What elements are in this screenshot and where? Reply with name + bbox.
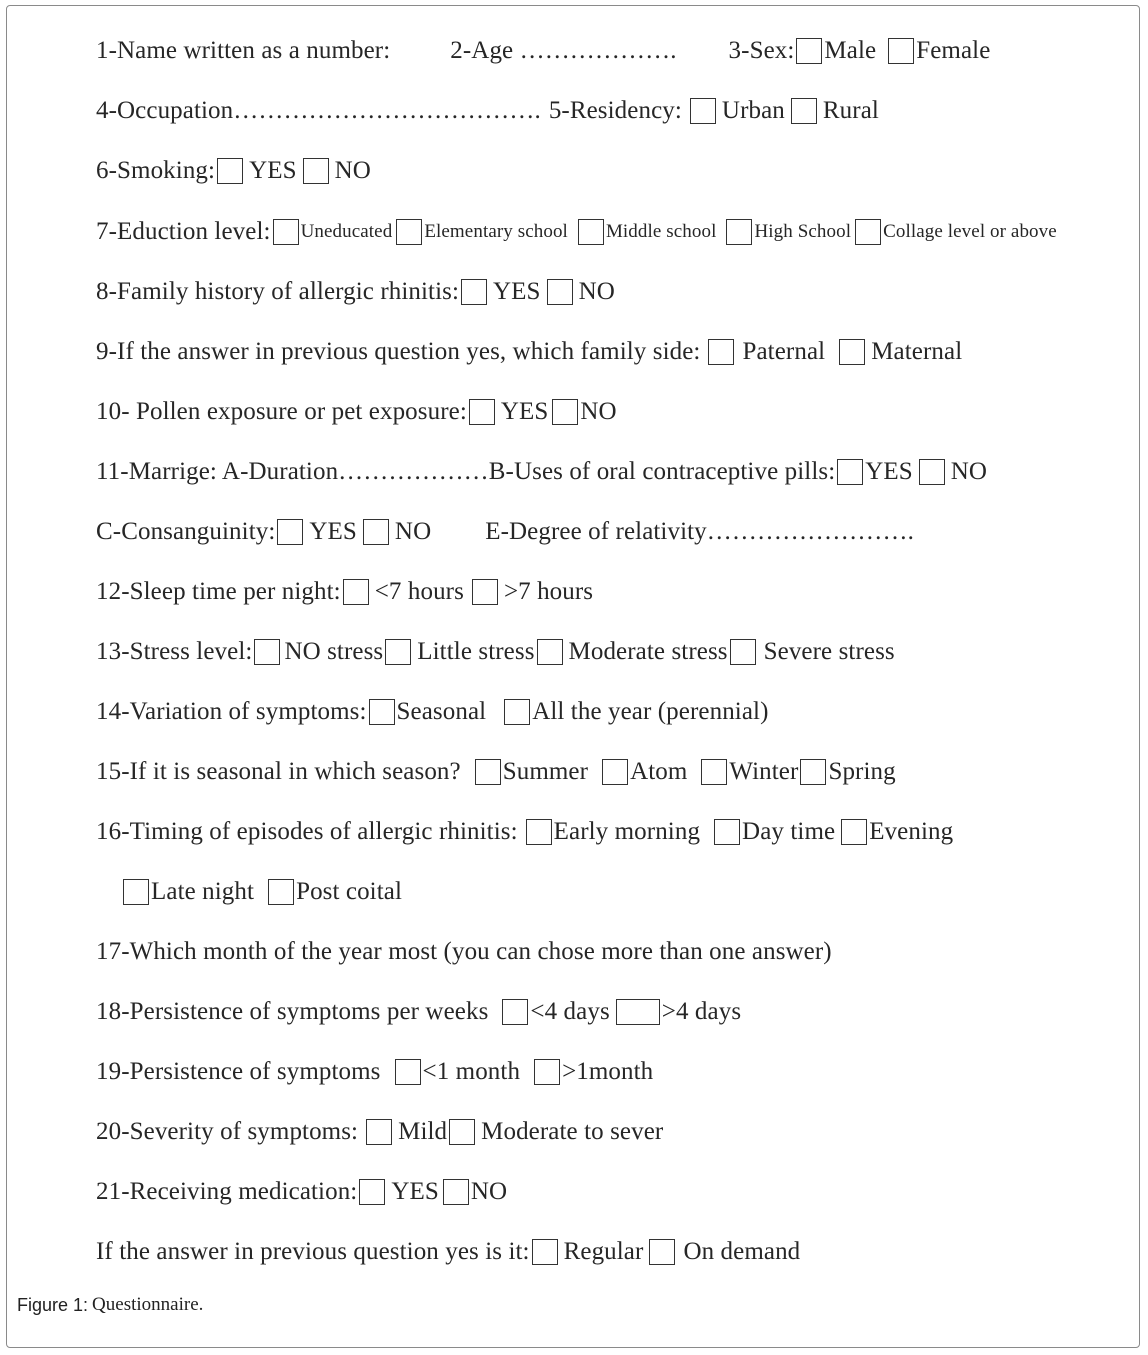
under-1-month-checkbox[interactable]: [395, 1059, 421, 1085]
row-q15: [96, 755, 896, 789]
contraceptive-no-checkbox[interactable]: [919, 459, 945, 485]
family-history-no-checkbox[interactable]: [547, 279, 573, 305]
urban-checkbox[interactable]: [690, 98, 716, 124]
row-q6: [96, 154, 371, 188]
severe-stress-checkbox[interactable]: [730, 639, 756, 665]
post-coital-option: Post coital: [296, 878, 403, 905]
row-q17: [96, 935, 832, 969]
q12-label: 12-Sleep time per night:: [96, 578, 341, 605]
summer-option: Summer: [502, 758, 589, 785]
sleep-over-7-checkbox[interactable]: [472, 579, 498, 605]
middle-school-option: Middle school: [605, 221, 717, 242]
q7-label: 7-Eduction level:: [96, 218, 271, 245]
relativity-label: E-Degree of relativity…………………….: [485, 518, 914, 545]
figure-caption: [17, 1292, 203, 1318]
elementary-checkbox[interactable]: [396, 219, 422, 245]
moderate-stress-option: Moderate stress: [568, 638, 728, 665]
spring-checkbox[interactable]: [800, 759, 826, 785]
smoking-yes-checkbox[interactable]: [217, 158, 243, 184]
collage-checkbox[interactable]: [855, 219, 881, 245]
collage-option: Collage level or above: [883, 221, 1057, 242]
row-q18: [96, 995, 741, 1029]
under-4-days-checkbox[interactable]: [502, 999, 528, 1025]
little-stress-option: Little stress: [417, 638, 535, 665]
regular-checkbox[interactable]: [532, 1239, 558, 1265]
pollen-no-checkbox[interactable]: [552, 399, 578, 425]
q21-label: 21-Receiving medication:: [96, 1178, 358, 1205]
q9-label: 9-If the answer in previous question yes, which family side:: [96, 338, 701, 365]
q3-label: 3-Sex:: [728, 37, 795, 64]
spring-option: Spring: [828, 758, 896, 785]
sleep-under-7-option: <7 hours: [374, 578, 464, 605]
rural-option: Rural: [822, 97, 879, 124]
seasonal-checkbox[interactable]: [369, 699, 395, 725]
smoking-no-option: NO: [334, 157, 371, 184]
sleep-under-7-checkbox[interactable]: [343, 579, 369, 605]
atom-option: Atom: [630, 758, 688, 785]
over-1-month-option: >1month: [562, 1058, 654, 1085]
under-1-month-option: <1 month: [422, 1058, 521, 1085]
q1-label: 1-Name written as a number:: [96, 37, 391, 64]
on-demand-option: On demand: [683, 1238, 801, 1265]
q11-label: 11-Marrige: A-Duration………………B-Uses of oral contraceptive pills:: [96, 458, 836, 485]
q21b-label: If the answer in previous question yes is it:: [96, 1238, 530, 1265]
mild-option: Mild: [398, 1118, 448, 1145]
contraceptive-yes-option: YES: [865, 458, 913, 485]
q11c-label: C-Consanguinity:: [96, 518, 276, 545]
severe-stress-option: Severe stress: [763, 638, 895, 665]
family-history-yes-option: YES: [493, 278, 541, 305]
row-q11c: [96, 515, 914, 549]
q10-label: 10- Pollen exposure or pet exposure:: [96, 398, 467, 425]
regular-option: Regular: [563, 1238, 644, 1265]
row-q13: [96, 635, 895, 669]
moderate-stress-checkbox[interactable]: [537, 639, 563, 665]
pollen-yes-checkbox[interactable]: [469, 399, 495, 425]
row-q14: [96, 695, 769, 729]
pollen-no-option: NO: [580, 398, 617, 425]
q14-label: 14-Variation of symptoms:: [96, 698, 367, 725]
row-q20: [96, 1115, 663, 1149]
paternal-option: Paternal: [742, 338, 826, 365]
rural-checkbox[interactable]: [791, 98, 817, 124]
no-stress-option: NO stress: [284, 638, 384, 665]
contraceptive-no-option: NO: [950, 458, 988, 485]
female-option: Female: [916, 37, 991, 64]
row-q9: [96, 335, 962, 369]
day-time-option: Day time: [742, 818, 836, 845]
sleep-over-7-option: >7 hours: [503, 578, 594, 605]
day-time-checkbox[interactable]: [714, 819, 740, 845]
urban-option: Urban: [721, 97, 785, 124]
male-option: Male: [824, 37, 877, 64]
late-night-checkbox[interactable]: [123, 879, 149, 905]
smoking-yes-option: YES: [249, 157, 297, 184]
maternal-option: Maternal: [871, 338, 963, 365]
high-school-checkbox[interactable]: [726, 219, 752, 245]
row-q16-continued: [121, 875, 402, 909]
q13-label: 13-Stress level:: [96, 638, 253, 665]
atom-checkbox[interactable]: [602, 759, 628, 785]
row-q7: [96, 215, 1057, 249]
row-q12: [96, 575, 593, 609]
mild-checkbox[interactable]: [366, 1119, 392, 1145]
row-q11: [96, 455, 987, 489]
medication-yes-option: YES: [391, 1178, 439, 1205]
figure-caption-text: Questionnaire.: [92, 1294, 204, 1315]
early-morning-checkbox[interactable]: [526, 819, 552, 845]
perennial-checkbox[interactable]: [504, 699, 530, 725]
q17-label: 17-Which month of the year most (you can chose more than one answer): [96, 938, 832, 965]
over-4-days-option: >4 days: [661, 998, 742, 1025]
q5-label: 5-Residency:: [548, 97, 682, 124]
row-q21b: [96, 1235, 800, 1269]
figure-caption-label: Figure 1:: [17, 1294, 89, 1315]
early-morning-option: Early morning: [553, 818, 701, 845]
q2-label: 2-Age ……………….: [450, 37, 677, 64]
on-demand-checkbox[interactable]: [649, 1239, 675, 1265]
medication-yes-checkbox[interactable]: [359, 1179, 385, 1205]
post-coital-checkbox[interactable]: [268, 879, 294, 905]
pollen-yes-option: YES: [500, 398, 549, 425]
moderate-to-sever-option: Moderate to sever: [481, 1118, 664, 1145]
male-checkbox[interactable]: [796, 38, 822, 64]
q18-label: 18-Persistence of symptoms per weeks: [96, 998, 489, 1025]
family-history-yes-checkbox[interactable]: [461, 279, 487, 305]
little-stress-checkbox[interactable]: [385, 639, 411, 665]
summer-checkbox[interactable]: [475, 759, 501, 785]
row-q8: [96, 275, 615, 309]
over-1-month-checkbox[interactable]: [534, 1059, 560, 1085]
row-q10: [96, 395, 617, 429]
consanguinity-yes-option: YES: [309, 518, 357, 545]
q15-label: 15-If it is seasonal in which season?: [96, 758, 461, 785]
uneducated-checkbox[interactable]: [273, 219, 299, 245]
medication-no-checkbox[interactable]: [443, 1179, 469, 1205]
family-history-no-option: NO: [578, 278, 615, 305]
female-checkbox[interactable]: [888, 38, 914, 64]
winter-option: Winter: [729, 758, 799, 785]
middle-school-checkbox[interactable]: [578, 219, 604, 245]
consanguinity-no-checkbox[interactable]: [363, 519, 389, 545]
q4-label: 4-Occupation……………………………….: [96, 97, 541, 124]
consanguinity-no-option: NO: [394, 518, 432, 545]
late-night-option: Late night: [151, 878, 255, 905]
row-q4-q5: [96, 94, 879, 128]
moderate-to-sever-checkbox[interactable]: [449, 1119, 475, 1145]
q8-label: 8-Family history of allergic rhinitis:: [96, 278, 460, 305]
high-school-option: High School: [754, 221, 852, 242]
no-stress-checkbox[interactable]: [254, 639, 280, 665]
perennial-option: All the year (perennial): [532, 698, 769, 725]
q6-label: 6-Smoking:: [96, 157, 216, 184]
contraceptive-yes-checkbox[interactable]: [837, 459, 863, 485]
paternal-checkbox[interactable]: [708, 339, 734, 365]
evening-option: Evening: [869, 818, 954, 845]
seasonal-option: Seasonal: [396, 698, 487, 725]
medication-no-option: NO: [470, 1178, 508, 1205]
q20-label: 20-Severity of symptoms:: [96, 1118, 359, 1145]
over-4-days-checkbox[interactable]: [616, 999, 660, 1025]
q16-label: 16-Timing of episodes of allergic rhinitis:: [96, 818, 518, 845]
elementary-option: Elementary school: [424, 221, 568, 242]
maternal-checkbox[interactable]: [839, 339, 865, 365]
smoking-no-checkbox[interactable]: [303, 158, 329, 184]
row-q19: [96, 1055, 653, 1089]
q19-label: 19-Persistence of symptoms: [96, 1058, 381, 1085]
consanguinity-yes-checkbox[interactable]: [277, 519, 303, 545]
row-q21: [96, 1175, 507, 1209]
row-q16: [96, 815, 953, 849]
uneducated-option: Uneducated: [300, 221, 393, 242]
winter-checkbox[interactable]: [701, 759, 727, 785]
evening-checkbox[interactable]: [841, 819, 867, 845]
under-4-days-option: <4 days: [530, 998, 610, 1025]
row-q1-q3: [96, 34, 990, 68]
